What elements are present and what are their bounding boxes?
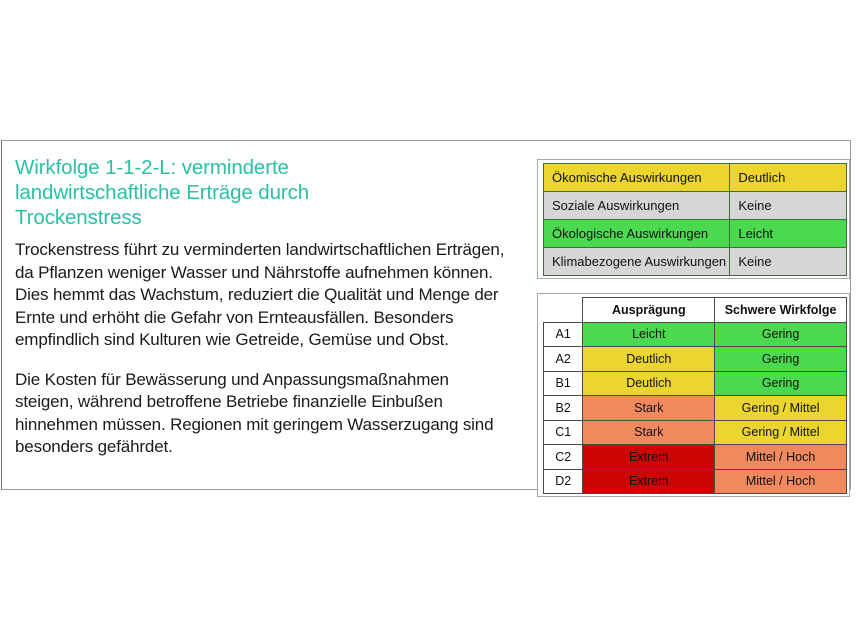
table-row [544,192,847,220]
impacts-label-cell: Klimabezogene Auswirkungen [544,248,730,276]
content-frame [1,140,851,490]
matrix-auspraegung-cell: Extrem [583,445,715,470]
matrix-auspraegung-cell: Stark [583,396,715,421]
impacts-value-cell: Deutlich [730,164,847,192]
severity-matrix-head [544,298,847,323]
table-row [544,469,847,494]
matrix-id-cell: C2 [544,445,583,470]
impacts-table-body [544,164,847,276]
table-row [544,347,847,372]
table-row [544,371,847,396]
matrix-id-cell: A2 [544,347,583,372]
matrix-schwere-cell: Gering [715,347,847,372]
table-row [544,420,847,445]
matrix-schwere-cell: Mittel / Hoch [715,445,847,470]
impacts-value-cell: Leicht [730,220,847,248]
article-paragraph-1: Trockenstress führt zu verminderten landwirtschaftlichen Erträgen, da Pflanzen weniger Wasser und Nährstoffe aufnehmen können. Dies hemmt das Wachstum, reduziert die Qualität und Menge der Ernte und erhöht die Gefahr von Ernteausfällen. Besonders empfindlich sind Kulturen wie Getreide, Gemüse und Obst. [15,240,505,349]
matrix-auspraegung-cell: Extrem [583,469,715,494]
impacts-label-cell: Soziale Auswirkungen [544,192,730,220]
severity-matrix-table [543,297,847,494]
impacts-table [543,163,847,276]
matrix-auspraegung-cell: Leicht [583,322,715,347]
matrix-id-cell: A1 [544,322,583,347]
matrix-schwere-cell: Gering [715,322,847,347]
matrix-id-cell: C1 [544,420,583,445]
table-row [544,164,847,192]
table-row [544,220,847,248]
matrix-schwere-cell: Gering / Mittel [715,420,847,445]
matrix-header-auspraegung: Ausprägung [583,298,715,323]
impacts-label-cell: Ökomische Auswirkungen [544,164,730,192]
matrix-id-cell: D2 [544,469,583,494]
table-row [544,248,847,276]
matrix-header-schwere: Schwere Wirkfolge [715,298,847,323]
matrix-auspraegung-cell: Deutlich [583,347,715,372]
matrix-id-cell: B1 [544,371,583,396]
article-text-column [15,155,507,476]
table-row [544,445,847,470]
severity-matrix-body [544,322,847,494]
page-title: Wirkfolge 1-1-2-L: verminderte landwirtschaftliche Erträge durch Trockenstress [15,156,310,229]
matrix-auspraegung-cell: Deutlich [583,371,715,396]
matrix-auspraegung-cell: Stark [583,420,715,445]
matrix-id-cell: B2 [544,396,583,421]
table-header-row [544,298,847,323]
impacts-value-cell: Keine [730,192,847,220]
table-row [544,396,847,421]
impacts-value-cell: Keine [730,248,847,276]
article-paragraph-2: Die Kosten für Bewässerung und Anpassungsmaßnahmen steigen, während betroffene Betriebe finanzielle Einbußen hinnehmen müssen. Regionen mit geringem Wasserzugang sind besonders gefährdet. [15,369,494,456]
matrix-schwere-cell: Gering [715,371,847,396]
impacts-table-container [537,159,850,279]
matrix-schwere-cell: Mittel / Hoch [715,469,847,494]
severity-matrix-container [537,293,850,497]
matrix-schwere-cell: Gering / Mittel [715,396,847,421]
table-row [544,322,847,347]
matrix-corner-cell [544,298,583,323]
impacts-label-cell: Ökologische Auswirkungen [544,220,730,248]
